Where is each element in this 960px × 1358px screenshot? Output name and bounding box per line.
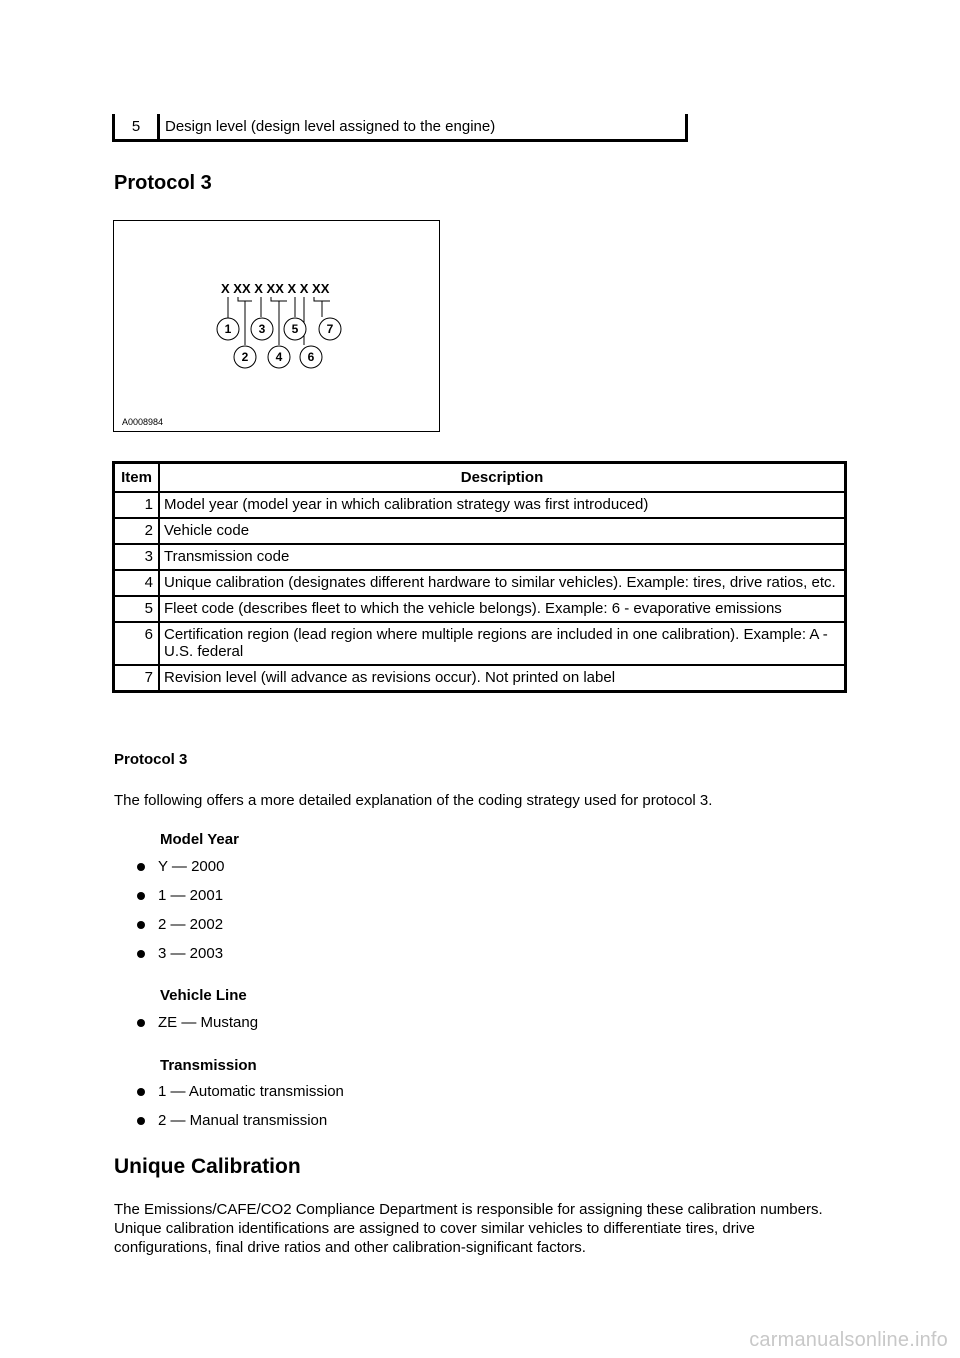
callout-1: 1 <box>224 322 232 336</box>
vehicle-line-heading: Vehicle Line <box>160 987 247 1004</box>
table-row <box>114 665 846 692</box>
table-row <box>114 570 846 596</box>
model-year-list <box>137 858 224 974</box>
callout-2: 2 <box>241 350 249 364</box>
table-row <box>114 622 846 665</box>
unique-calibration-paragraph: The Emissions/CAFE/CO2 Compliance Department is responsible for assigning these calibration numbers. Unique calibration identifications are assigned to cover similar vehicles to differentiate tires, drive configurations, final drive ratios and other calibration-significant factors. <box>114 1201 823 1256</box>
header-description: Description <box>159 463 846 493</box>
protocol-3-figure <box>113 220 440 432</box>
list-item <box>137 916 224 945</box>
bullet-icon <box>137 1019 145 1027</box>
leader-lines <box>228 297 330 345</box>
item-description-table <box>112 461 847 693</box>
bullet-icon <box>137 892 145 900</box>
top-table-row <box>112 114 688 142</box>
row-item: 3 <box>114 544 160 570</box>
callout-3: 3 <box>258 322 266 336</box>
table-row <box>114 596 846 622</box>
list-item-text: Y — 2000 <box>158 858 225 875</box>
list-item <box>137 1083 344 1112</box>
row-description: Unique calibration (designates different hardware to similar vehicles). Example: tires, drive ratios, etc. <box>159 570 846 596</box>
model-year-heading: Model Year <box>160 831 239 848</box>
row-item: 6 <box>114 622 160 665</box>
protocol-subheading: Protocol 3 <box>114 751 188 768</box>
code-pattern-text: X XX X XX X X XX <box>221 281 330 296</box>
table-row <box>114 544 846 570</box>
list-item-text: 2 — Manual transmission <box>158 1112 328 1129</box>
section-heading-protocol-3: Protocol 3 <box>114 172 212 194</box>
figure-id: A0008984 <box>122 417 164 427</box>
row-item: 4 <box>114 570 160 596</box>
list-item-text: ZE — Mustang <box>158 1014 259 1031</box>
bullet-icon <box>137 1088 145 1096</box>
bullet-icon <box>137 950 145 958</box>
list-item <box>137 1014 258 1043</box>
callout-6: 6 <box>307 350 315 364</box>
table-row <box>114 518 846 544</box>
table-row <box>114 492 846 518</box>
list-item-text: 2 — 2002 <box>158 916 224 933</box>
row-item: 5 <box>114 596 160 622</box>
list-item-text: 1 — Automatic transmission <box>158 1083 344 1100</box>
callout-5: 5 <box>291 322 299 336</box>
list-item <box>137 887 224 916</box>
list-item-text: 1 — 2001 <box>158 887 224 904</box>
code-diagram <box>114 221 441 433</box>
transmission-list <box>137 1083 344 1141</box>
bullet-icon <box>137 1117 145 1125</box>
list-item <box>137 1112 344 1141</box>
callout-7: 7 <box>326 322 334 336</box>
transmission-heading: Transmission <box>160 1057 257 1074</box>
bullet-icon <box>137 863 145 871</box>
intro-paragraph: The following offers a more detailed explanation of the coding strategy used for protocol 3. <box>114 792 713 809</box>
list-item-text: 3 — 2003 <box>158 945 224 962</box>
row-description: Certification region (lead region where multiple regions are included in one calibration). Example: A - U.S. federal <box>159 622 846 665</box>
row-description: Fleet code (describes fleet to which the vehicle belongs). Example: 6 - evaporative emissions <box>159 596 846 622</box>
row-description: Transmission code <box>159 544 846 570</box>
section-heading-unique-calibration: Unique Calibration <box>114 1155 301 1178</box>
row-description: Vehicle code <box>159 518 846 544</box>
list-item <box>137 945 224 974</box>
row-description: Revision level (will advance as revisions occur). Not printed on label <box>159 665 846 692</box>
row-item: 2 <box>114 518 160 544</box>
top-table-item: 5 <box>115 114 160 139</box>
bullet-icon <box>137 921 145 929</box>
watermark: carmanualsonline.info <box>749 1329 948 1351</box>
row-item: 7 <box>114 665 160 692</box>
header-item: Item <box>114 463 160 493</box>
callout-4: 4 <box>275 350 283 364</box>
vehicle-line-list <box>137 1014 258 1043</box>
list-item <box>137 858 224 887</box>
table-header-row <box>114 463 846 493</box>
row-description: Model year (model year in which calibration strategy was first introduced) <box>159 492 846 518</box>
row-item: 1 <box>114 492 160 518</box>
top-table-description: Design level (design level assigned to the engine) <box>165 118 496 135</box>
